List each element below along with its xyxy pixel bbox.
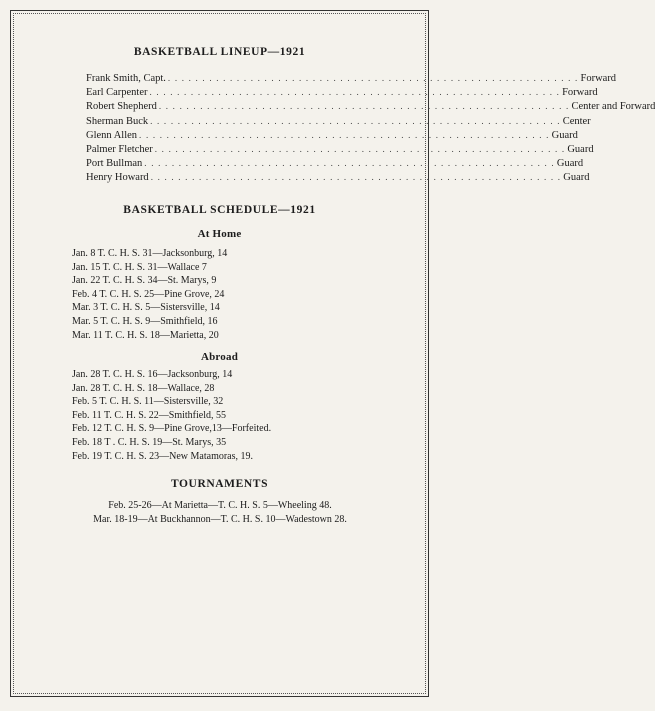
abroad-games-title: Abroad [200,351,239,363]
game-row: Jan. 8 T. C. H. S. 31—Jacksonburg, 14 [72,248,228,259]
game-row: Mar. 11 T. C. H. S. 18—Marietta, 20 [72,329,219,341]
dot-leader: . . . . . . . . . . . . . . . . . . . . . . . . . . . . . . . . . . . . . . . . . . . . . . . . . . . . . . . . . . . . [167,73,579,83]
lineup-list [86,73,655,187]
player-name: Earl Carpenter [86,87,148,99]
player-name: Port Bullman [86,158,143,170]
lineup-row [86,172,590,186]
player-position: Guard [551,129,578,141]
dot-leader: . . . . . . . . . . . . . . . . . . . . . . . . . . . . . . . . . . . . . . . . . . . . . . . . . . . . . . . . . . . . [154,143,566,154]
player-position: Center [562,115,591,127]
player-name: Glenn Allen [86,129,138,141]
player-position: Guard [563,172,590,184]
home-games-title: At Home [197,228,242,240]
game-row: Mar. 5 T. C. H. S. 9—Smithfield, 16 [72,315,218,327]
lineup-row [86,143,594,158]
lineup-row [86,129,578,144]
game-row: Jan. 28 T. C. H. S. 16—Jacksonburg, 14 [72,369,233,380]
game-row: Feb. 4 T. C. H. S. 25—Pine Grove, 24 [72,288,225,300]
game-row: Feb. 12 T. C. H. S. 9—Pine Grove,13—Forfeited. [72,423,272,435]
player-name: Sherman Buck [86,115,149,127]
tournament-row: Mar. 18-19—At Buckhannon—T. C. H. S. 10—Wadestown 28. [93,513,347,525]
player-position: Forward [562,87,598,99]
player-name: Robert Shepherd [86,101,157,113]
game-row: Jan. 15 T. C. H. S. 31—Wallace 7 [72,261,207,273]
dot-leader: . . . . . . . . . . . . . . . . . . . . . . . . . . . . . . . . . . . . . . . . . . . . . . . . . . . . . . . . . . . . [144,158,555,169]
dot-leader: . . . . . . . . . . . . . . . . . . . . . . . . . . . . . . . . . . . . . . . . . . . . . . . . . . . . . . . . . . . . [149,87,561,98]
player-position: Center and Forward [571,101,655,113]
game-row: Feb. 18 T . C. H. S. 19—St. Marys, 35 [72,436,227,448]
abroad-games-list [72,369,372,464]
dot-leader: . . . . . . . . . . . . . . . . . . . . . . . . . . . . . . . . . . . . . . . . . . . . . . . . . . . . . . . . . . . . [150,172,562,183]
game-row: Feb. 19 T. C. H. S. 23—New Matamoras, 19. [72,450,254,462]
player-position: Forward [580,73,617,84]
game-row: Jan. 28 T. C. H. S. 18—Wallace, 28 [72,382,215,394]
game-row: Feb. 11 T. C. H. S. 22—Smithfield, 55 [72,409,226,421]
player-position: Guard [567,143,594,155]
player-name: Henry Howard [86,172,149,184]
lineup-title: BASKETBALL LINEUP—1921 [133,46,306,58]
schedule-title: BASKETBALL SCHEDULE—1921 [123,204,316,216]
tournaments-list [60,500,380,528]
dot-leader: . . . . . . . . . . . . . . . . . . . . . . . . . . . . . . . . . . . . . . . . . . . . . . . . . . . . . . . . . . . . [139,129,550,140]
dot-leader: . . . . . . . . . . . . . . . . . . . . . . . . . . . . . . . . . . . . . . . . . . . . . . . . . . . . . . . . . . . . [158,101,570,112]
game-row: Jan. 22 T. C. H. S. 34—St. Marys, 9 [72,275,217,287]
player-name: Frank Smith, Capt. [86,73,166,84]
tournament-row: Feb. 25-26—At Marietta—T. C. H. S. 5—Wheeling 48. [108,500,332,511]
player-name: Palmer Fletcher [86,143,153,155]
dot-leader: . . . . . . . . . . . . . . . . . . . . . . . . . . . . . . . . . . . . . . . . . . . . . . . . . . . . . . . . . . . . [150,115,561,126]
game-row: Mar. 3 T. C. H. S. 5—Sistersville, 14 [72,302,220,314]
lineup-row [86,73,617,87]
home-games-list [72,248,372,343]
lineup-row [86,87,598,101]
lineup-row [86,158,584,172]
player-position: Guard [556,158,584,170]
tournaments-title: TOURNAMENTS [170,478,269,490]
game-row: Feb. 5 T. C. H. S. 11—Sistersville, 32 [72,396,224,408]
lineup-row [86,101,655,115]
lineup-row [86,115,591,130]
